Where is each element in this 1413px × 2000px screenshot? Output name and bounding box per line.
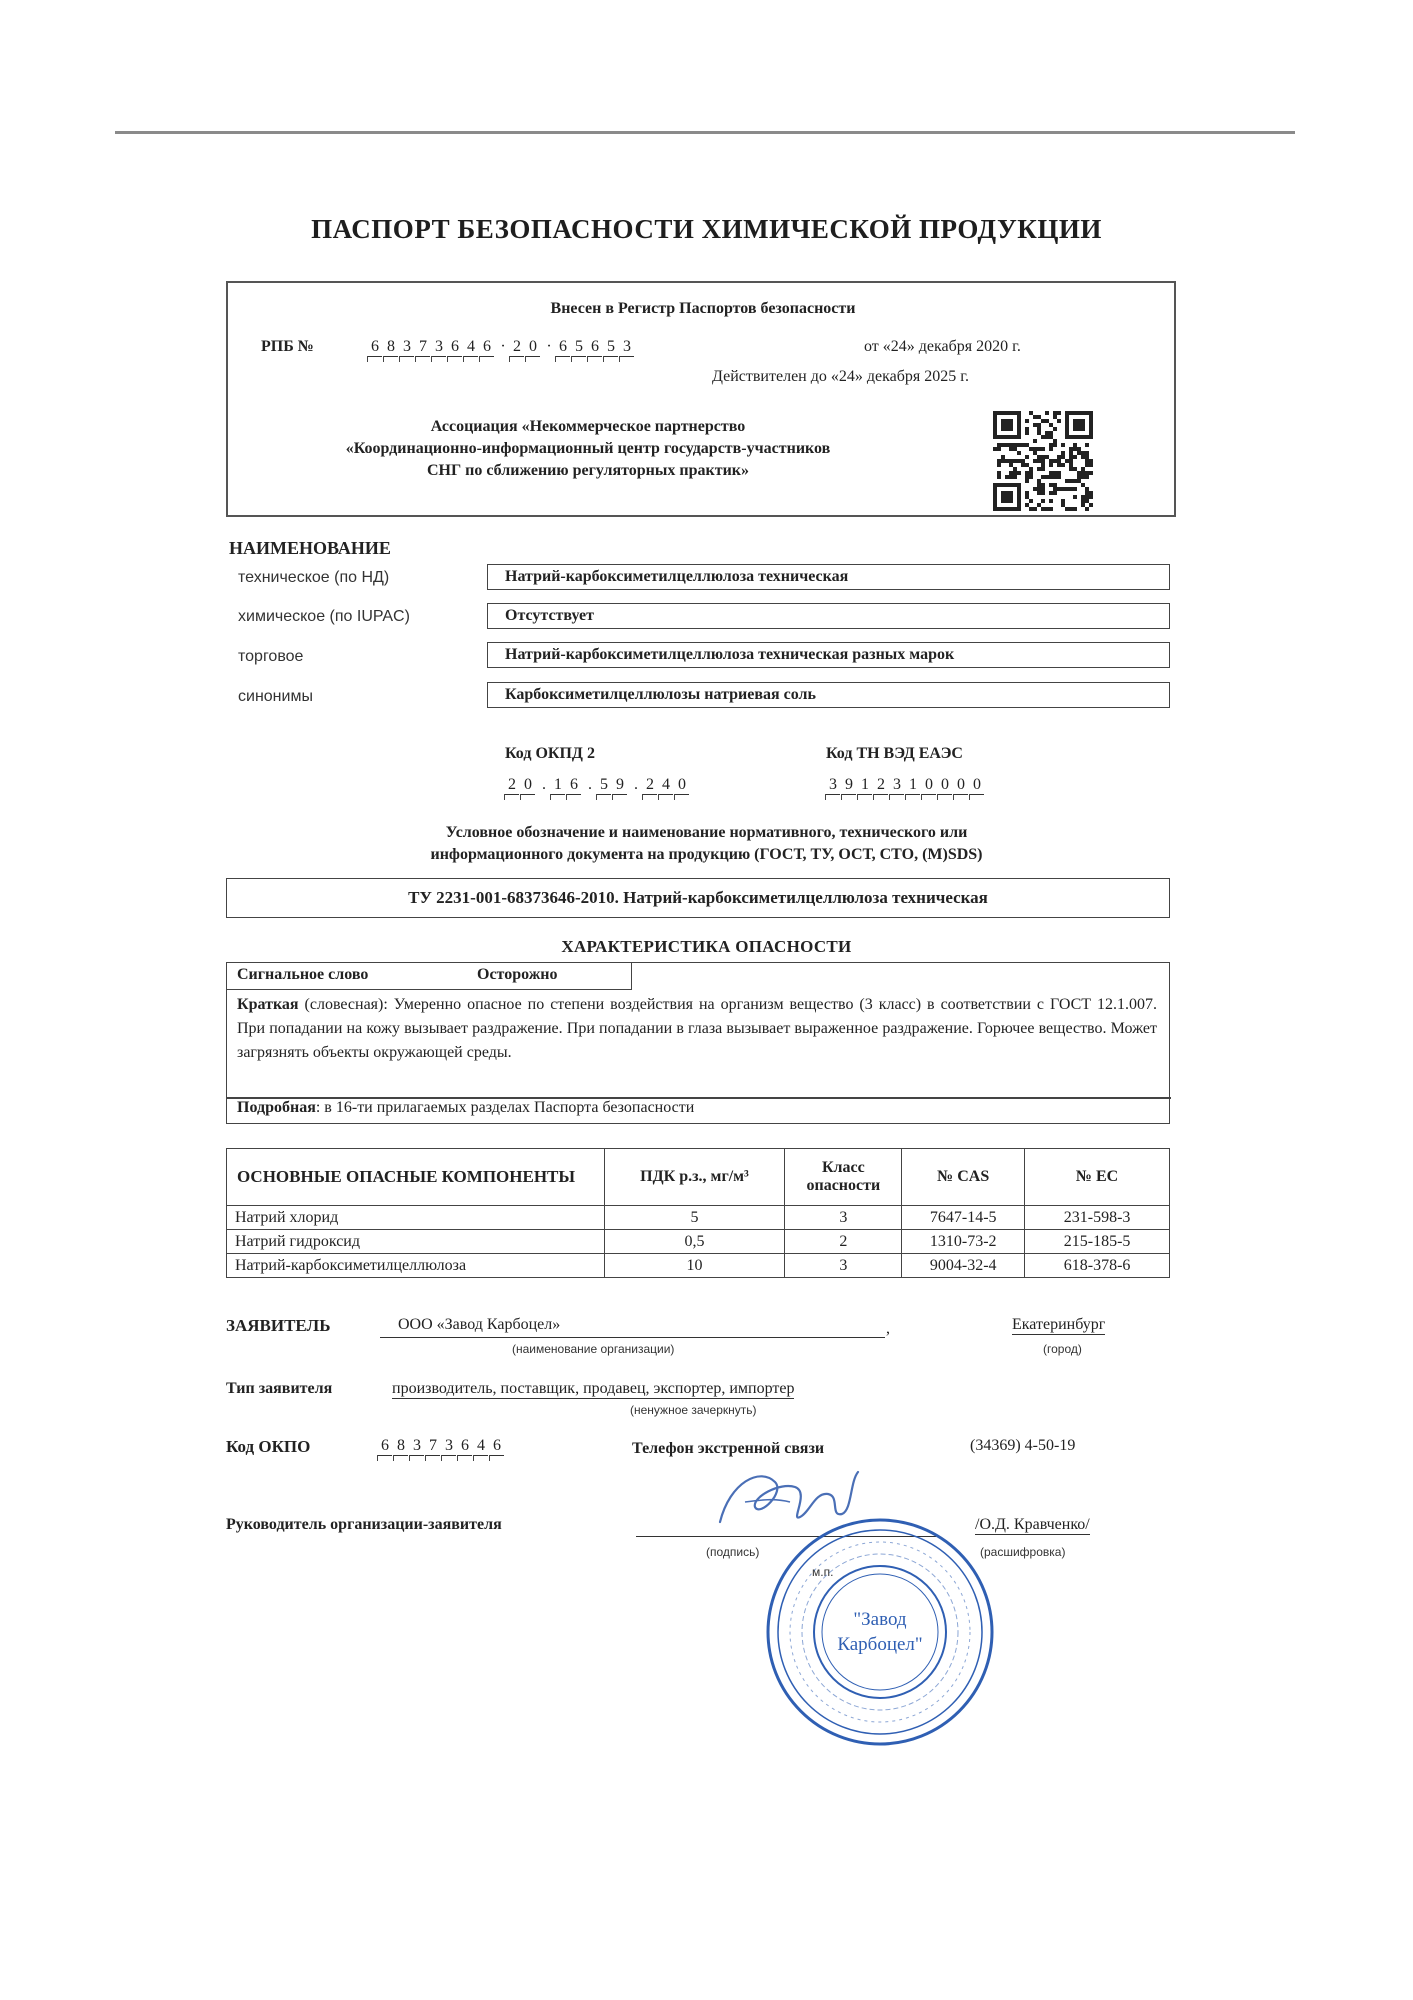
- stamp-center-line: Карбоцел": [837, 1634, 923, 1655]
- head-label: Руководитель организации-заявителя: [226, 1516, 502, 1533]
- okpo-code: [378, 1437, 506, 1456]
- normative-description: [0, 822, 1413, 866]
- name-chemical-label: химическое (по IUPAC): [238, 608, 410, 625]
- detail-text: : в 16-ти прилагаемых разделах Паспорта безопасности: [315, 1099, 695, 1116]
- code-digit: 9: [613, 776, 627, 795]
- rpb-label: РПБ №: [261, 338, 314, 355]
- stamp-center-line: "Завод: [853, 1609, 907, 1630]
- code-digit: 8: [394, 1437, 408, 1456]
- code-digit: 2: [505, 776, 519, 795]
- component-cas: 9004-32-4: [902, 1254, 1025, 1278]
- head-name-hint: (расшифровка): [980, 1545, 1066, 1559]
- code-digit: 3: [442, 1437, 456, 1456]
- applicant-org-underline: [380, 1337, 885, 1338]
- signal-word-cell: [227, 963, 632, 990]
- phone-label: Телефон экстренной связи: [632, 1440, 825, 1457]
- brief-label: Краткая: [237, 996, 299, 1013]
- component-pdk: 0,5: [604, 1230, 785, 1254]
- code-digit: 1: [858, 776, 872, 795]
- name-synonyms-label: синонимы: [238, 688, 313, 705]
- code-digit: 6: [588, 338, 602, 357]
- association-line: СНГ по сближению регуляторных практик»: [426, 462, 750, 479]
- code-digit: 6: [556, 338, 570, 357]
- code-digit: 3: [620, 338, 634, 357]
- table-row: [227, 1230, 1170, 1254]
- valid-until: [712, 368, 969, 386]
- code-separator: .: [634, 776, 638, 793]
- applicant-type-hint: (ненужное зачеркнуть): [630, 1403, 757, 1417]
- name-chemical-value: Отсутствует: [487, 603, 1170, 629]
- signal-word-label: Сигнальное слово: [237, 966, 369, 983]
- code-digit: 0: [675, 776, 689, 795]
- code-digit: 6: [368, 338, 382, 357]
- company-stamp: [760, 1512, 1000, 1752]
- code-digit: 3: [410, 1437, 424, 1456]
- detail-label: Подробная: [237, 1099, 316, 1116]
- signature-hint: (подпись): [706, 1545, 760, 1559]
- code-digit: 0: [526, 338, 540, 357]
- code-digit: 6: [567, 776, 581, 795]
- code-digit: 7: [426, 1437, 440, 1456]
- rpb-number: [368, 338, 636, 357]
- component-ec: 618-378-6: [1025, 1254, 1170, 1278]
- name-technical-value: Натрий-карбоксиметилцеллюлоза техническая: [487, 564, 1170, 590]
- applicant-city-hint: (город): [1043, 1342, 1082, 1356]
- component-class: 2: [785, 1230, 902, 1254]
- code-digit: 1: [906, 776, 920, 795]
- code-digit: 0: [922, 776, 936, 795]
- col-header-cas: № CAS: [902, 1149, 1025, 1206]
- component-class: 3: [785, 1254, 902, 1278]
- registry-heading: Внесен в Регистр Паспортов безопасности: [550, 300, 856, 317]
- code-digit: 0: [970, 776, 984, 795]
- association-line: Ассоциация «Некоммерческое партнерство: [430, 418, 746, 435]
- okpo-label: Код ОКПО: [226, 1437, 311, 1456]
- code-digit: 9: [842, 776, 856, 795]
- code-digit: 4: [464, 338, 478, 357]
- code-digit: 0: [954, 776, 968, 795]
- hazard-heading: ХАРАКТЕРИСТИКА ОПАСНОСТИ: [561, 937, 852, 956]
- brief-text: (словесная): Умеренно опасное по степени воздействия на организм вещество (3 класс) в соответствии с ГОСТ 12.1.007. При попадании на кожу вызывает раздражение. При попадании в глаза вызывает выраженное раздражение. Горючее вещество. Может загрязнять объекты окружающей среды.: [237, 996, 1157, 1061]
- applicant-city: Екатеринбург: [1012, 1316, 1106, 1333]
- component-name: Натрий-карбоксиметилцеллюлоза: [227, 1254, 605, 1278]
- okpd-code: [505, 776, 691, 795]
- code-digit: 6: [480, 338, 494, 357]
- code-digit: 5: [604, 338, 618, 357]
- name-synonyms-value: Карбоксиметилцеллюлозы натриевая соль: [487, 682, 1170, 708]
- component-pdk: 5: [604, 1206, 785, 1230]
- col-header-ec: № ЕС: [1025, 1149, 1170, 1206]
- code-digit: 2: [874, 776, 888, 795]
- component-cas: 7647-14-5: [902, 1206, 1025, 1230]
- component-name: Натрий хлорид: [227, 1206, 605, 1230]
- top-rule: [115, 131, 1295, 134]
- registry-box: [226, 281, 1176, 517]
- valid-date: до «24» декабря 2025 г.: [810, 368, 970, 385]
- component-ec: 215-185-5: [1025, 1230, 1170, 1254]
- col-header-class: Класс опасности: [785, 1149, 902, 1206]
- phone-value: (34369) 4-50-19: [970, 1437, 1076, 1454]
- registration-date: от «24» декабря 2020 г.: [864, 338, 1021, 355]
- code-separator: .: [588, 776, 592, 793]
- association-name: [228, 416, 948, 482]
- applicant-org-hint: (наименование организации): [512, 1342, 675, 1356]
- applicant-org: ООО «Завод Карбоцел»: [398, 1316, 561, 1333]
- code-digit: 8: [384, 338, 398, 357]
- code-digit: 6: [458, 1437, 472, 1456]
- component-cas: 1310-73-2: [902, 1230, 1025, 1254]
- code-digit: 4: [474, 1437, 488, 1456]
- hazard-box: [226, 962, 1170, 1124]
- code-digit: 2: [643, 776, 657, 795]
- code-digit: 5: [572, 338, 586, 357]
- code-digit: 3: [890, 776, 904, 795]
- components-table: [226, 1148, 1170, 1278]
- name-trade-value: Натрий-карбоксиметилцеллюлоза техническая разных марок: [487, 642, 1170, 668]
- code-digit: 3: [432, 338, 446, 357]
- normative-desc-line: Условное обозначение и наименование нормативного, технического или: [445, 824, 968, 841]
- code-digit: 6: [490, 1437, 504, 1456]
- component-ec: 231-598-3: [1025, 1206, 1170, 1230]
- table-header-row: [227, 1149, 1170, 1206]
- code-separator: .: [542, 776, 546, 793]
- code-digit: 1: [551, 776, 565, 795]
- qr-code: [993, 411, 1093, 511]
- code-digit: 6: [378, 1437, 392, 1456]
- okpd-label: Код ОКПД 2: [505, 745, 595, 762]
- applicant-type-label: Тип заявителя: [226, 1380, 333, 1397]
- code-digit: 0: [521, 776, 535, 795]
- component-name: Натрий гидроксид: [227, 1230, 605, 1254]
- code-digit: 3: [826, 776, 840, 795]
- code-digit: 0: [938, 776, 952, 795]
- brief-hazard: [237, 993, 1157, 1065]
- naming-heading: НАИМЕНОВАНИЕ: [229, 538, 391, 558]
- name-trade-label: торговое: [238, 648, 304, 665]
- code-digit: 2: [510, 338, 524, 357]
- code-digit: 3: [400, 338, 414, 357]
- col-header-pdk: ПДК р.з., мг/м³: [604, 1149, 785, 1206]
- code-digit: 4: [659, 776, 673, 795]
- comma: ,: [886, 1320, 890, 1337]
- col-header-components: ОСНОВНЫЕ ОПАСНЫЕ КОМПОНЕНТЫ: [227, 1149, 605, 1206]
- applicant-label: ЗАЯВИТЕЛЬ: [226, 1316, 331, 1335]
- valid-label: Действителен: [712, 368, 807, 385]
- seal-hint: м.п.: [812, 1565, 834, 1579]
- code-digit: 7: [416, 338, 430, 357]
- table-row: [227, 1206, 1170, 1230]
- code-separator: ·: [546, 338, 552, 355]
- code-digit: 5: [597, 776, 611, 795]
- tnved-code: [826, 776, 986, 795]
- applicant-type-value: производитель, поставщик, продавец, экспортер, импортер: [392, 1380, 795, 1397]
- name-technical-label: техническое (по НД): [238, 569, 390, 586]
- document-title: ПАСПОРТ БЕЗОПАСНОСТИ ХИМИЧЕСКОЙ ПРОДУКЦИИ: [311, 214, 1102, 244]
- detailed-hazard: [237, 1099, 694, 1117]
- component-class: 3: [785, 1206, 902, 1230]
- tnved-label: Код ТН ВЭД ЕАЭС: [826, 745, 963, 762]
- table-row: [227, 1254, 1170, 1278]
- code-separator: ·: [500, 338, 506, 355]
- signal-word-value: Осторожно: [477, 966, 558, 983]
- head-name: /О.Д. Кравченко/: [975, 1516, 1090, 1533]
- code-digit: 6: [448, 338, 462, 357]
- association-line: «Координационно-информационный центр государств-участников: [345, 440, 831, 457]
- component-pdk: 10: [604, 1254, 785, 1278]
- normative-desc-line: информационного документа на продукцию (ГОСТ, ТУ, ОСТ, СТО, (М)SDS): [430, 846, 983, 863]
- normative-document: ТУ 2231-001-68373646-2010. Натрий-карбоксиметилцеллюлоза техническая: [226, 878, 1170, 918]
